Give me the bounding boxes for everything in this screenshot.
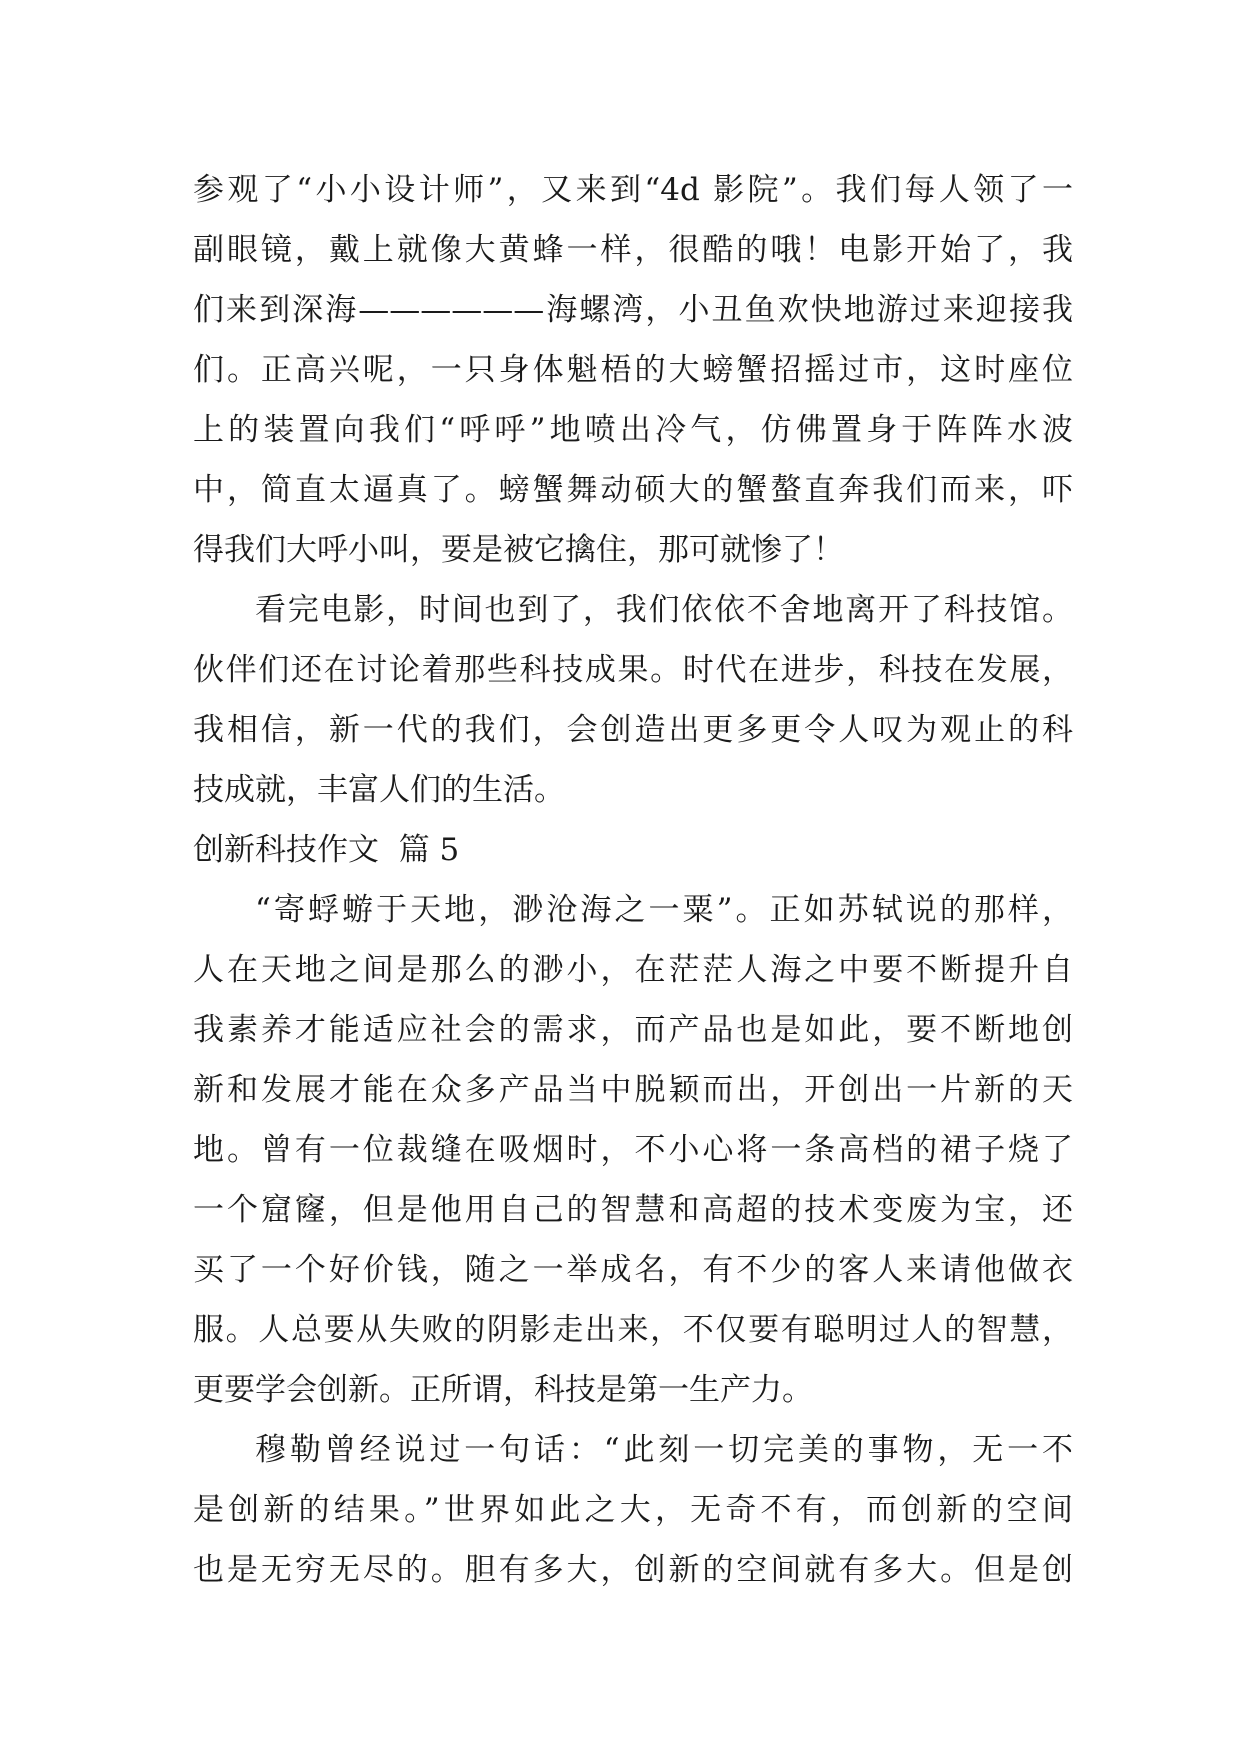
text-line: 一个窟窿，但是他用自己的智慧和高超的技术变废为宝，还 (193, 1192, 1073, 1228)
text-line: 也是无穷无尽的。胆有多大，创新的空间就有多大。但是创 (193, 1552, 1073, 1588)
text-line: 们来到深海——————海螺湾，小丑鱼欢快地游过来迎接我 (193, 292, 1073, 328)
text-line: 穆勒曾经说过一句话：“此刻一切完美的事物，无一不 (255, 1432, 1073, 1468)
text-line: 新和发展才能在众多产品当中脱颖而出，开创出一片新的天 (193, 1072, 1073, 1108)
paragraph (193, 580, 1073, 820)
text-line: 中，简直太逼真了。螃蟹舞动硕大的蟹螯直奔我们而来，吓 (193, 472, 1073, 508)
text-line: 上的装置向我们“呼呼”地喷出冷气，仿佛置身于阵阵水波 (193, 412, 1073, 448)
text-line: 我相信，新一代的我们，会创造出更多更令人叹为观止的科 (193, 712, 1073, 748)
text-line: 得我们大呼小叫，要是被它擒住，那可就惨了！ (193, 532, 844, 568)
text-line: 参观了“小小设计师”，又来到“4d 影院”。我们每人领了一 (193, 172, 1073, 208)
text-line: 买了一个好价钱，随之一举成名，有不少的客人来请他做衣 (193, 1252, 1073, 1288)
text-line: 人在天地之间是那么的渺小，在茫茫人海之中要不断提升自 (193, 952, 1073, 988)
text-line: 们。正高兴呢，一只身体魁梧的大螃蟹招摇过市，这时座位 (193, 352, 1073, 388)
text-line: 我素养才能适应社会的需求，而产品也是如此，要不断地创 (193, 1012, 1073, 1048)
text-line: 伙伴们还在讨论着那些科技成果。时代在进步，科技在发展， (193, 652, 1073, 688)
text-line: 是创新的结果。”世界如此之大，无奇不有，而创新的空间 (193, 1492, 1073, 1528)
text-line: 地。曾有一位裁缝在吸烟时，不小心将一条高档的裙子烧了 (193, 1132, 1073, 1168)
section-heading: 创新科技作文 篇 5 (193, 832, 460, 868)
paragraph (193, 1420, 1073, 1600)
text-line: 服。人总要从失败的阴影走出来，不仅要有聪明过人的智慧， (193, 1312, 1073, 1348)
text-line: 看完电影，时间也到了，我们依依不舍地离开了科技馆。 (255, 592, 1073, 628)
text-line: “寄蜉蝣于天地，渺沧海之一粟”。正如苏轼说的那样， (255, 892, 1073, 928)
text-line: 副眼镜，戴上就像大黄蜂一样，很酷的哦！电影开始了，我 (193, 232, 1073, 268)
document-body (193, 160, 1073, 1600)
paragraph (193, 160, 1073, 580)
text-line: 更要学会创新。正所谓，科技是第一生产力。 (193, 1372, 813, 1408)
paragraph (193, 880, 1073, 1420)
text-line: 技成就，丰富人们的生活。 (193, 772, 565, 808)
